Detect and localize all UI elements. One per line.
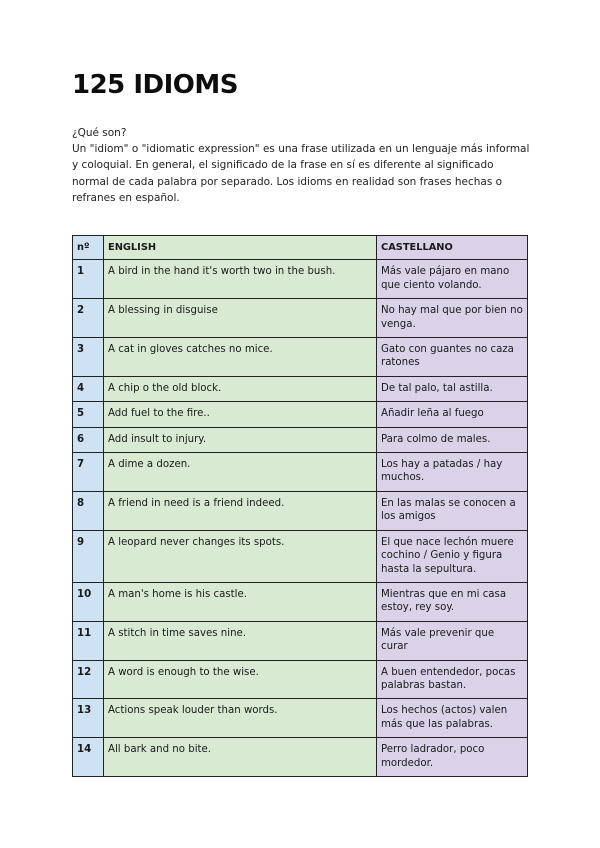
row-spanish: No hay mal que por bien no venga. bbox=[377, 299, 528, 338]
table-row bbox=[73, 491, 528, 530]
row-english: A stitch in time saves nine. bbox=[104, 621, 377, 660]
row-english: A dime a dozen. bbox=[104, 453, 377, 492]
row-spanish: Perro ladrador, poco mordedor. bbox=[377, 738, 528, 777]
row-number: 13 bbox=[73, 699, 104, 738]
page-title: 125 IDIOMS bbox=[72, 70, 238, 100]
header-english: ENGLISH bbox=[104, 236, 377, 260]
row-spanish: Para colmo de males. bbox=[377, 427, 528, 452]
row-spanish: Mientras que en mi casa estoy, rey soy. bbox=[377, 582, 528, 621]
table-row bbox=[73, 338, 528, 377]
table-row bbox=[73, 582, 528, 621]
row-spanish: El que nace lechón muere cochino / Genio y figura hasta la sepultura. bbox=[377, 530, 528, 582]
intro-body: Un "idiom" o "idiomatic expression" es una frase utilizada en un lenguaje más informal y coloquial. En general, el significado de la frase en sí es diferente al significado normal de cada palabra por separado. Los idioms en realidad son frases hechas o refranes en español. bbox=[72, 143, 530, 204]
row-number: 2 bbox=[73, 299, 104, 338]
row-spanish: Añadir leña al fuego bbox=[377, 402, 528, 427]
table-row bbox=[73, 699, 528, 738]
table-row bbox=[73, 260, 528, 299]
row-number: 4 bbox=[73, 376, 104, 401]
table-row bbox=[73, 660, 528, 699]
row-english: Add insult to injury. bbox=[104, 427, 377, 452]
row-english: A bird in the hand it's worth two in the bush. bbox=[104, 260, 377, 299]
row-number: 12 bbox=[73, 660, 104, 699]
row-number: 8 bbox=[73, 491, 104, 530]
row-english: A blessing in disguise bbox=[104, 299, 377, 338]
table-row bbox=[73, 376, 528, 401]
table-row bbox=[73, 299, 528, 338]
row-spanish: Los hechos (actos) valen más que las palabras. bbox=[377, 699, 528, 738]
table-row bbox=[73, 738, 528, 777]
row-number: 1 bbox=[73, 260, 104, 299]
row-number: 11 bbox=[73, 621, 104, 660]
header-spanish: CASTELLANO bbox=[377, 236, 528, 260]
row-number: 5 bbox=[73, 402, 104, 427]
row-spanish: A buen entendedor, pocas palabras bastan. bbox=[377, 660, 528, 699]
row-english: Add fuel to the fire.. bbox=[104, 402, 377, 427]
row-english: Actions speak louder than words. bbox=[104, 699, 377, 738]
table-row bbox=[73, 453, 528, 492]
row-number: 10 bbox=[73, 582, 104, 621]
row-number: 9 bbox=[73, 530, 104, 582]
row-english: A friend in need is a friend indeed. bbox=[104, 491, 377, 530]
row-number: 6 bbox=[73, 427, 104, 452]
table-row bbox=[73, 402, 528, 427]
row-spanish: Los hay a patadas / hay muchos. bbox=[377, 453, 528, 492]
header-number: nº bbox=[73, 236, 104, 260]
row-number: 7 bbox=[73, 453, 104, 492]
intro-question: ¿Qué son? bbox=[72, 127, 127, 139]
row-spanish: Más vale prevenir que curar bbox=[377, 621, 528, 660]
table-body bbox=[73, 260, 528, 777]
row-spanish: Más vale pájaro en mano que ciento volando. bbox=[377, 260, 528, 299]
table-row bbox=[73, 427, 528, 452]
row-english: A word is enough to the wise. bbox=[104, 660, 377, 699]
row-number: 14 bbox=[73, 738, 104, 777]
row-english: A chip o the old block. bbox=[104, 376, 377, 401]
table-header-row bbox=[73, 236, 528, 260]
row-english: A cat in gloves catches no mice. bbox=[104, 338, 377, 377]
row-spanish: Gato con guantes no caza ratones bbox=[377, 338, 528, 377]
row-number: 3 bbox=[73, 338, 104, 377]
idioms-table bbox=[72, 235, 528, 777]
row-english: A leopard never changes its spots. bbox=[104, 530, 377, 582]
intro-section bbox=[72, 125, 532, 206]
row-english: All bark and no bite. bbox=[104, 738, 377, 777]
row-english: A man's home is his castle. bbox=[104, 582, 377, 621]
table-row bbox=[73, 530, 528, 582]
table-row bbox=[73, 621, 528, 660]
row-spanish: De tal palo, tal astilla. bbox=[377, 376, 528, 401]
row-spanish: En las malas se conocen a los amigos bbox=[377, 491, 528, 530]
